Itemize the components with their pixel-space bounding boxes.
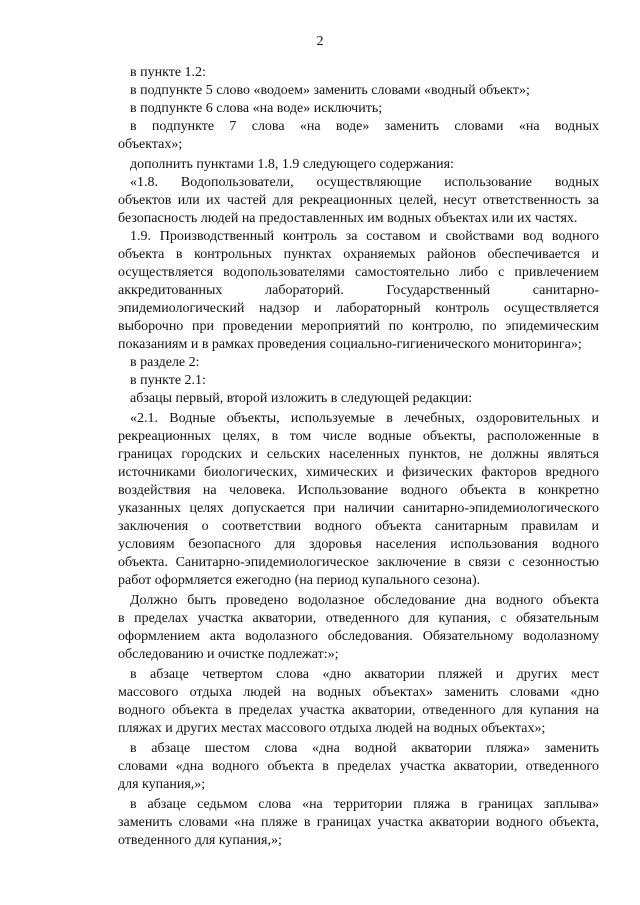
text-line: объекта. Санитарно-эпидемиологическое заключение в связи с сезонностью: [118, 555, 599, 570]
text-line: источниками биологических, химических и физических факторов вредного: [118, 465, 599, 480]
text-line: в абзаце шестом слова «дна водной акватории пляжа» заменить: [130, 741, 599, 756]
text-line: воздействия на человека. Использование водного объекта в конкретно: [118, 483, 599, 498]
text-line: в абзаце седьмом слова «на территории пляжа в границах заплыва»: [130, 797, 599, 812]
text-line: «1.8. Водопользователи, осуществляющие использование водных: [130, 175, 599, 190]
text-line: «2.1. Водные объекты, используемые в лечебных, оздоровительных и: [130, 411, 599, 426]
paragraph: [118, 118, 599, 154]
text-line: объекта в контрольных пунктах охраняемых районов обеспечивается и: [118, 247, 599, 262]
text-line: водного объекта в пределах участка акватории, отведенного для купания на: [118, 703, 599, 718]
text-line: словами «дна водного объекта в пределах участка акватории, отведенного: [118, 759, 599, 774]
text-line: в подпункте 7 слова «на воде» заменить словами «на водных: [130, 119, 599, 134]
text-line: в разделе 2:: [130, 355, 200, 370]
text-line: работ оформляется ежегодно (на период купального сезона).: [118, 573, 481, 588]
paragraph: [118, 100, 599, 118]
text-line: 1.9. Производственный контроль за составом и свойствами вод водного: [130, 229, 599, 244]
paragraph: [118, 174, 599, 228]
text-line: в пункте 1.2:: [130, 65, 206, 80]
text-line: заключения о соответствии водного объекта санитарным правилам и: [118, 519, 599, 534]
text-line: оформлением акта водолазного обследования. Обязательному водолазному: [118, 629, 599, 644]
text-line: дополнить пунктами 1.8, 1.9 следующего содержания:: [130, 157, 454, 172]
paragraph: [118, 740, 599, 794]
text-line: абзацы первый, второй изложить в следующей редакции:: [130, 391, 473, 406]
document-body: [118, 64, 599, 850]
text-line: в абзаце четвертом слова «дно акватории пляжей и других мест: [130, 667, 599, 682]
text-line: выборочно при проведении мероприятий по контролю, по эпидемическим: [118, 319, 599, 334]
text-line: условиям безопасного для здоровья населения использования водного: [118, 537, 599, 552]
text-line: безопасность людей на предоставленных им водных объектах или их частях.: [118, 211, 578, 226]
paragraph: [118, 82, 599, 100]
text-line: Должно быть проведено водолазное обследование дна водного объекта: [130, 593, 599, 608]
page-number: 2: [316, 34, 324, 49]
text-line: пляжах и других местах массового отдыха людей на водных объектах»;: [118, 721, 546, 736]
text-line: границах городских и сельских населенных пунктов, не должны являться: [118, 447, 599, 462]
text-line: объектах»;: [118, 137, 183, 152]
paragraph: [118, 228, 599, 354]
text-line: отведенного для купания,»;: [118, 833, 282, 848]
text-line: аккредитованных лабораторий. Государственный санитарно-: [118, 283, 599, 298]
text-line: для купания,»;: [118, 777, 206, 792]
text-line: показаниям и в рамках проведения социально-гигиенического мониторинга»;: [118, 337, 582, 352]
paragraph: [118, 354, 599, 372]
paragraph: [118, 390, 599, 408]
paragraph: [118, 410, 599, 590]
text-line: осуществляется водопользователями самостоятельно либо с привлечением: [118, 265, 599, 280]
text-line: массового отдыха людей на водных объектах» заменить словами «дно: [118, 685, 599, 700]
text-line: эпидемиологический надзор и лабораторный контроль осуществляется: [118, 301, 599, 316]
text-line: заменить словами «на пляже в границах участка акватории водного объекта,: [118, 815, 599, 830]
text-line: в подпункте 6 слова «на воде» исключить;: [130, 101, 383, 116]
paragraph: [118, 796, 599, 850]
paragraph: [118, 666, 599, 738]
paragraph: [118, 372, 599, 390]
text-line: указанных целях допускается при наличии санитарно-эпидемиологического: [118, 501, 599, 516]
paragraph: [118, 592, 599, 664]
text-line: обследованию и очистке подлежат:»;: [118, 647, 339, 662]
paragraph: [118, 156, 599, 174]
text-line: рекреационных целях, в том числе водные объекты, расположенные в: [118, 429, 599, 444]
text-line: в пределах участка акватории, отведенного для купания, с обязательным: [118, 611, 599, 626]
text-line: в подпункте 5 слово «водоем» заменить словами «водный объект»;: [130, 83, 530, 98]
text-line: объектов или их частей для рекреационных целей, несут ответственность за: [118, 193, 599, 208]
text-line: в пункте 2.1:: [130, 373, 206, 388]
paragraph: [118, 64, 599, 82]
